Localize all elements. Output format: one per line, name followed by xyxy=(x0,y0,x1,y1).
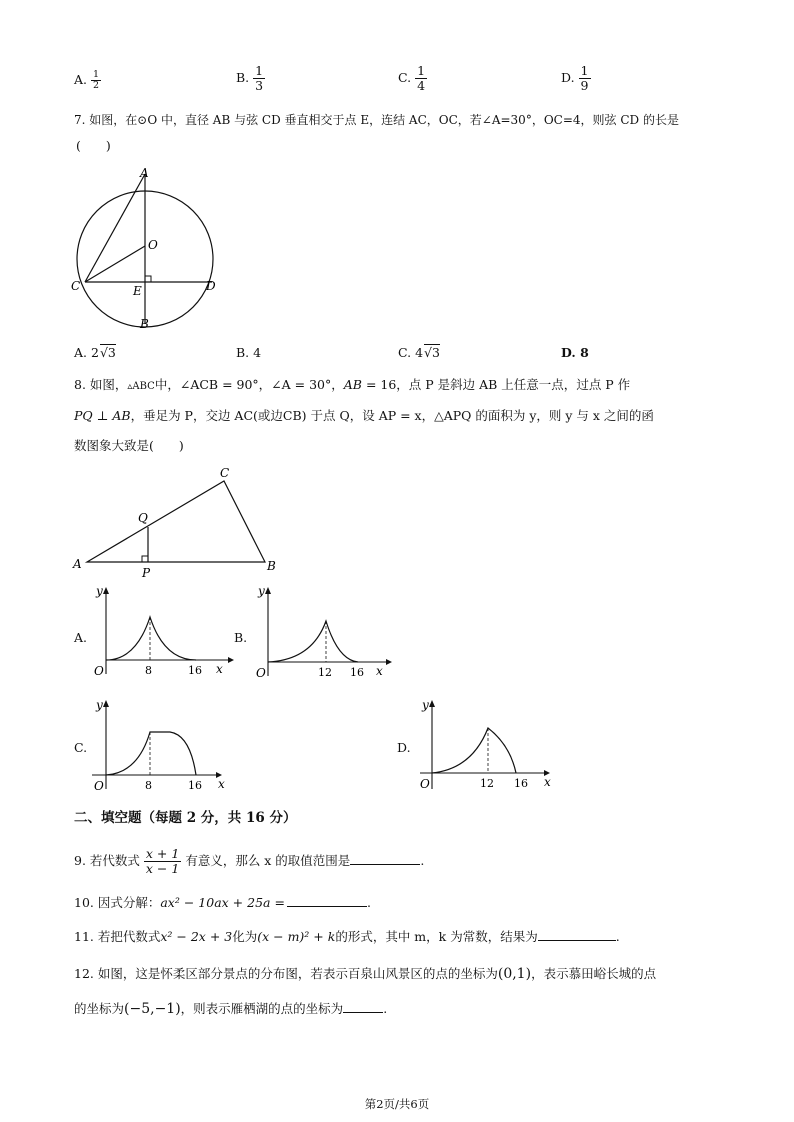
q7-stem: 7. 如图，在⊙O 中，直径 AB 与弦 CD 垂直相交于点 E，连结 AC，OC，若∠A=30°，OC=4，则弦 CD 的长是 xyxy=(74,113,679,127)
q6-option-c: C. $\frac{1}{4}$ xyxy=(398,63,426,93)
svg-text:x: x xyxy=(218,777,225,791)
label-c: C xyxy=(220,466,230,480)
svg-text:8: 8 xyxy=(145,664,152,677)
q6-option-d: D. $\frac{1}{9}$ xyxy=(561,63,589,93)
q11-answer-blank xyxy=(538,928,616,941)
label-p: P xyxy=(142,566,151,578)
q12-answer-blank xyxy=(343,1000,383,1013)
label-b: B xyxy=(267,559,276,573)
svg-text:O: O xyxy=(94,779,104,793)
svg-text:x: x xyxy=(544,775,551,789)
triangle-abc xyxy=(87,481,265,562)
page-number: 第2页/共6页 xyxy=(364,1097,430,1111)
q8-graph-a-letter: A. xyxy=(74,630,88,645)
curve xyxy=(432,728,516,773)
q8-graph-a xyxy=(88,584,238,684)
q8-graph-b xyxy=(250,584,400,684)
q7-option-a: A. 2√3 xyxy=(74,345,116,360)
label-q: Q xyxy=(138,511,148,525)
q7-circle-figure xyxy=(66,164,236,336)
section-2-title: 二、填空题（每题 2 分，共 16 分） xyxy=(74,810,297,826)
svg-text:y: y xyxy=(96,698,103,712)
svg-text:16: 16 xyxy=(514,777,528,790)
label-a: A xyxy=(140,166,149,180)
q7-option-b: B. 4 xyxy=(236,345,262,360)
curve xyxy=(106,617,196,660)
q6-option-b: B. $\frac{1}{3}$ xyxy=(236,63,264,93)
svg-text:y: y xyxy=(422,698,429,712)
q7-option-c: C. 4√3 xyxy=(398,345,440,360)
svg-text:O: O xyxy=(94,664,104,678)
svg-text:12: 12 xyxy=(480,777,494,790)
svg-text:x: x xyxy=(376,664,383,678)
svg-text:O: O xyxy=(256,666,266,680)
q8-graph-c-letter: C. xyxy=(74,740,88,755)
q7-option-d: D. 8 xyxy=(561,345,589,360)
q9-answer-blank xyxy=(350,852,420,865)
svg-text:y: y xyxy=(258,584,265,598)
svg-text:12: 12 xyxy=(318,666,332,679)
q8-line-3: 数图象大致是( ) xyxy=(74,438,184,453)
svg-text:x: x xyxy=(216,662,223,676)
curve xyxy=(106,732,196,775)
q12-line-1: 12. 如图，这是怀柔区部分景点的分布图，若表示百泉山风景区的点的坐标为(0,1)，表示慕田峪长城的点 xyxy=(74,966,657,982)
svg-text:16: 16 xyxy=(188,664,202,677)
q8-line-1: 8. 如图，▵ABC中，∠ACB = 90°，∠A = 30°，AB = 16，点 P 是斜边 AB 上任意一点，过点 P 作 xyxy=(74,377,631,392)
segment-oc xyxy=(85,246,145,282)
q6-option-a: A. $\frac{1}{2}$ xyxy=(74,69,100,91)
q10-answer-blank xyxy=(287,894,367,907)
q10: 10. 因式分解：ax² − 10ax + 25a = . xyxy=(74,895,371,910)
q8-graph-d xyxy=(414,697,564,797)
q8-graph-c xyxy=(88,697,238,797)
label-c: C xyxy=(71,279,81,293)
q7-answer-paren: ( ) xyxy=(76,138,111,153)
segment-ac xyxy=(85,174,145,282)
right-angle-mark xyxy=(142,556,148,562)
q9: 9. 若代数式 $\frac{x + 1}{x - 1}$ 有意义，那么 x 的取值范围是 . xyxy=(74,846,425,876)
q8-graph-b-letter: B. xyxy=(234,630,248,645)
label-a: A xyxy=(73,557,82,571)
right-angle-mark xyxy=(145,276,151,282)
q8-triangle-figure xyxy=(70,462,285,578)
curve xyxy=(268,621,358,662)
label-e: E xyxy=(133,284,142,298)
q11: 11. 若把代数式x² − 2x + 3化为(x − m)² + k的形式，其中 m，k 为常数，结果为 . xyxy=(74,929,620,944)
svg-text:16: 16 xyxy=(350,666,364,679)
q8-graph-d-letter: D. xyxy=(397,740,411,755)
label-o: O xyxy=(148,238,158,252)
q8-line-2: PQ ⊥ AB，垂足为 P，交边 AC(或边CB) 于点 Q，设 AP = x，△APQ 的面积为 y，则 y 与 x 之间的函 xyxy=(74,408,654,423)
label-d: D xyxy=(206,279,216,293)
svg-text:y: y xyxy=(96,584,103,598)
q12-line-2: 的坐标为(−5,−1)，则表示雁栖湖的点的坐标为 . xyxy=(74,1001,388,1017)
svg-text:16: 16 xyxy=(188,779,202,792)
svg-text:O: O xyxy=(420,777,430,791)
label-b: B xyxy=(140,317,149,331)
svg-text:8: 8 xyxy=(145,779,152,792)
